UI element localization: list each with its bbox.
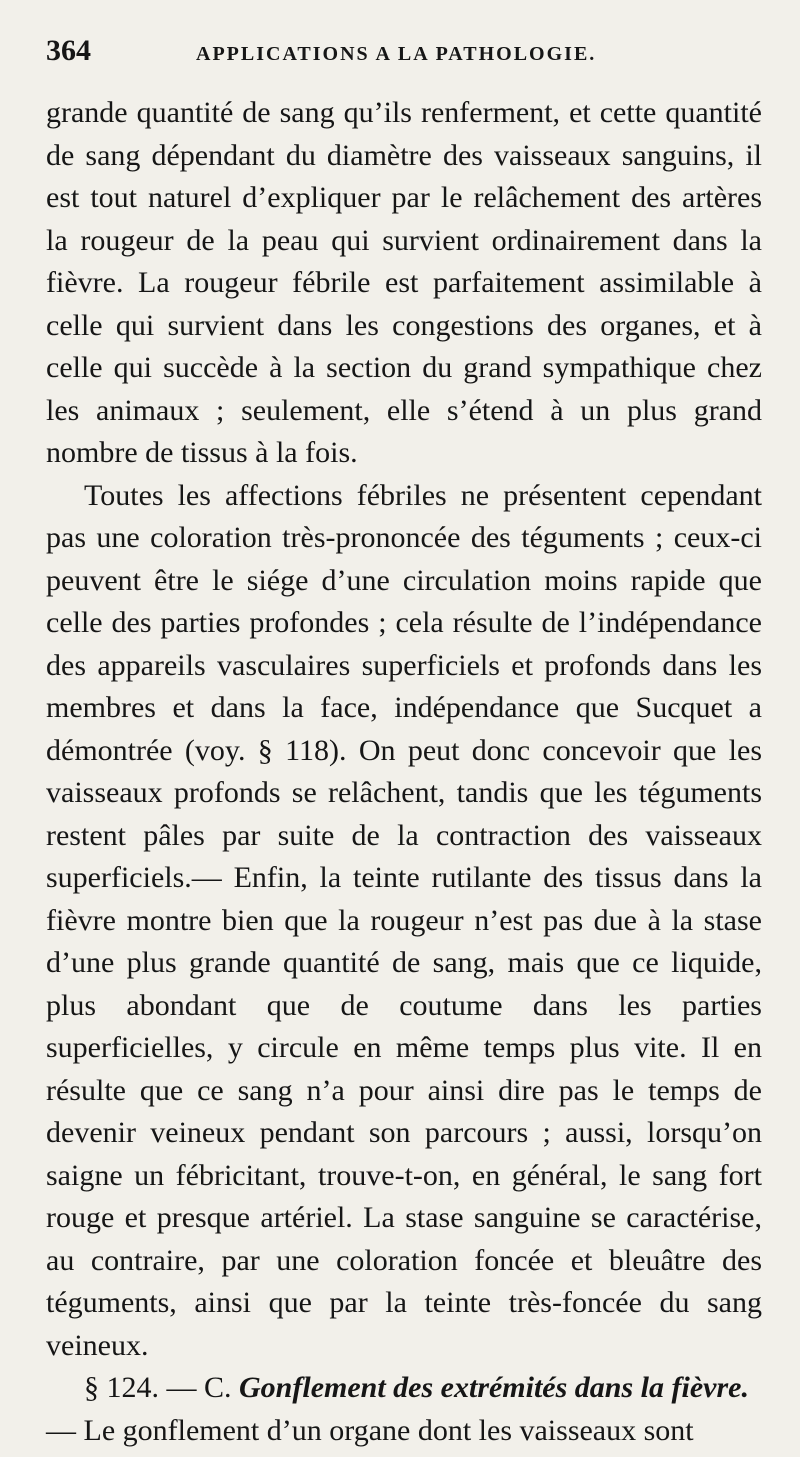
running-title: APPLICATIONS A LA PATHOLOGIE. — [196, 43, 597, 65]
section-title: Gonflement des extrémités dans la fièvre. — [239, 1371, 749, 1404]
section-124 — [46, 1367, 762, 1410]
section-text: — Le gonflement d’un organe dont les vaisseaux sont — [46, 1413, 694, 1447]
paragraph-1: grande quantité de sang qu’ils renferment, et cette quantité de sang dépendant du diamètre des vaisseaux sanguins, il est tout naturel d’expliquer par le relâchement des artères la rougeur de la peau qui survient ordinairement dans la fièvre. La rougeur fébrile est parfaitement assimilable à celle qui survient dans les congestions des organes, et à celle qui succède à la section du grand sympathique chez les animaux ; seulement, elle s’étend à un plus grand nombre de tissus à la fois. — [46, 96, 762, 469]
section-number: § 124. — C. — [84, 1371, 232, 1404]
paragraph-2: Toutes les affections fébriles ne présentent cependant pas une coloration très-prononcée des téguments ; ceux-ci peuvent être le siége d’une circulation moins rapide que celle des parties profondes ; cela résulte de l’indépendance des appareils vasculaires superficiels et profonds dans les membres et dans la face, indépendance que Sucquet a démontrée (voy. § 118). On peut donc concevoir que les vaisseaux profonds se relâchent, tandis que les téguments restent pâles par suite de la contraction des vaisseaux superficiels.— Enfin, la teinte rutilante des tissus dans la fièvre montre bien que la rougeur n’est pas due à la stase d’une plus grande quantité de sang, mais que ce liquide, plus abondant que de coutume dans les parties superficielles, y circule en même temps plus vite. Il en résulte que ce sang n’a pour ainsi dire pas le temps de devenir veineux pendant son parcours ; aussi, lorsqu’on saigne un fébricitant, trouve-t-on, en général, le sang fort rouge et presque artériel. La stase sanguine se caractérise, au contraire, par une coloration foncée et bleuâtre des téguments, ainsi que par la teinte très-foncée du sang veineux. — [46, 478, 762, 1362]
body-text — [46, 92, 762, 1452]
page-header — [46, 34, 762, 92]
page-number: 364 — [46, 34, 91, 67]
